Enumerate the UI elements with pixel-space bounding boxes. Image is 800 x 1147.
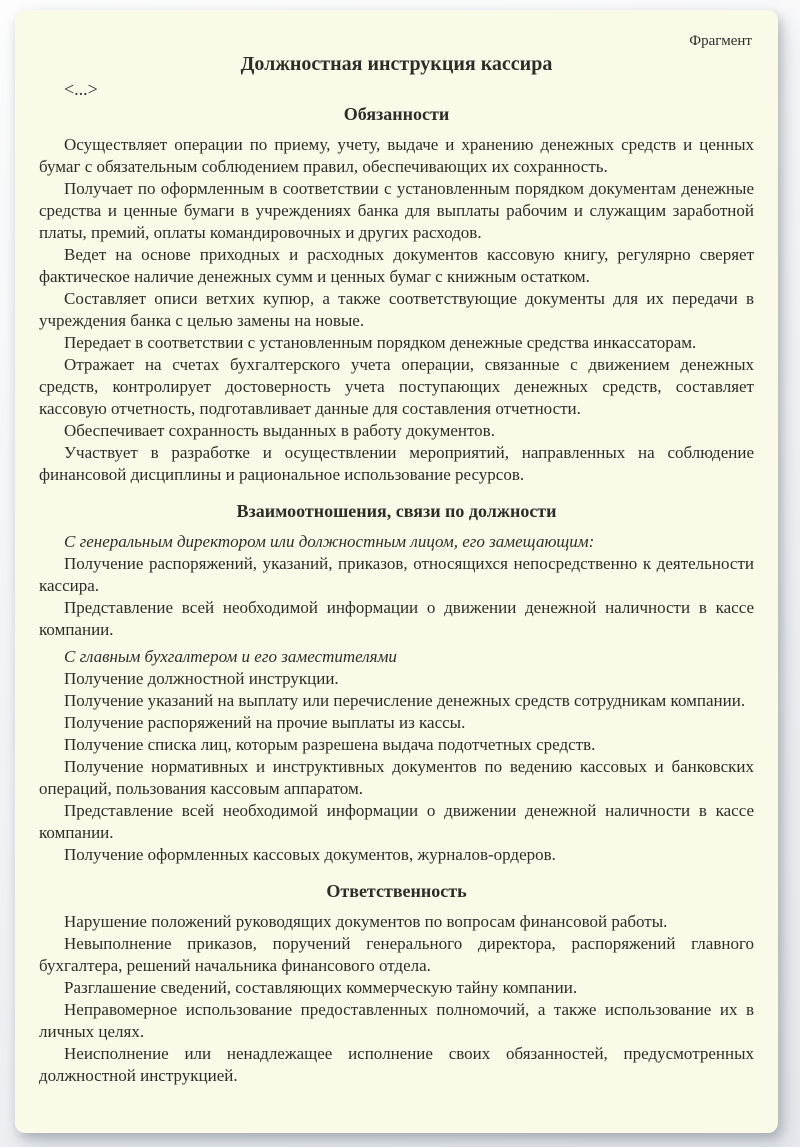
paragraph: Получение должностной инструкции.: [64, 669, 339, 688]
fragment-label: Фрагмент: [689, 33, 752, 49]
paragraph: Составляет описи ветхих купюр, а также соответствующие документы для их передачи в учреждения банка с целью замены на новые.: [39, 289, 754, 330]
paragraph: Получение списка лиц, которым разрешена выдача подотчетных средств.: [64, 735, 596, 754]
section-heading-responsibility: Ответственность: [326, 881, 467, 901]
paragraph: Участвует в разработке и осуществлении мероприятий, направленных на соблюдение финансовой дисциплины и рациональное использование ресурсов.: [39, 443, 754, 484]
paragraph: Обеспечивает сохранность выданных в работу документов.: [64, 421, 495, 440]
paragraph: Неисполнение или ненадлежащее исполнение своих обязанностей, предусмотренных должностной инструкцией.: [39, 1044, 754, 1085]
document-title: Должностная инструкция кассира: [240, 53, 553, 75]
paragraph: Отражает на счетах бухгалтерского учета операции, связанные с движением денежных средств, контролирует достоверность учета поступающих денежных средств, составляет кассовую отчетность, подготавливает данные для составления отчетности.: [39, 355, 754, 418]
paragraph: Получение указаний на выплату или перечисление денежных средств сотрудникам компании.: [64, 691, 746, 710]
paragraph: Представление всей необходимой информации о движении денежной наличности в кассе компании.: [39, 598, 754, 639]
section-relations: [39, 500, 754, 866]
paragraph: Неправомерное использование предоставленных полномочий, а также использование их в личных целях.: [39, 1000, 754, 1041]
paragraph: Передает в соответствии с установленным порядком денежные средства инкассаторам.: [64, 333, 697, 352]
omission-marker: <...>: [64, 79, 98, 99]
section-heading-duties: Обязанности: [343, 104, 450, 124]
paragraph: Получение распоряжений, указаний, приказов, относящихся непосредственно к деятельности кассира.: [39, 554, 754, 595]
relations-subheading-director: С генеральным директором или должностным лицом, его замещающим:: [64, 532, 595, 551]
paragraph: Представление всей необходимой информации о движении денежной наличности в кассе компании.: [39, 801, 754, 842]
section-heading-relations: Взаимоотношения, связи по должности: [236, 501, 557, 521]
paragraph: Нарушение положений руководящих документов по вопросам финансовой работы.: [64, 912, 668, 931]
paragraph: Осуществляет операции по приему, учету, выдаче и хранению денежных средств и ценных бумаг с обязательным соблюдением правил, обеспечивающих их сохранность.: [39, 135, 754, 176]
paragraph: Получение распоряжений на прочие выплаты из кассы.: [64, 713, 466, 732]
paragraph: Получает по оформленным в соответствии с установленным порядком документам денежные средства и ценные бумаги в учреждениях банка для выплаты рабочим и служащим заработной платы, премий, оплаты командировочных и других расходов.: [39, 179, 754, 242]
paragraph: Разглашение сведений, составляющих коммерческую тайну компании.: [64, 978, 578, 997]
section-duties: [39, 103, 754, 486]
paragraph: Получение нормативных и инструктивных документов по ведению кассовых и банковских операций, пользования кассовым аппаратом.: [39, 757, 754, 798]
document-page: [15, 10, 778, 1133]
relations-subheading-accountant: С главным бухгалтером и его заместителями: [64, 647, 397, 666]
section-responsibility: [39, 880, 754, 1087]
paragraph: Ведет на основе приходных и расходных документов кассовую книгу, регулярно сверяет фактическое наличие денежных сумм и ценных бумаг с книжным остатком.: [39, 245, 754, 286]
paragraph: Невыполнение приказов, поручений генерального директора, распоряжений главного бухгалтера, решений начальника финансового отдела.: [39, 934, 754, 975]
paragraph: Получение оформленных кассовых документов, журналов-ордеров.: [64, 845, 556, 864]
